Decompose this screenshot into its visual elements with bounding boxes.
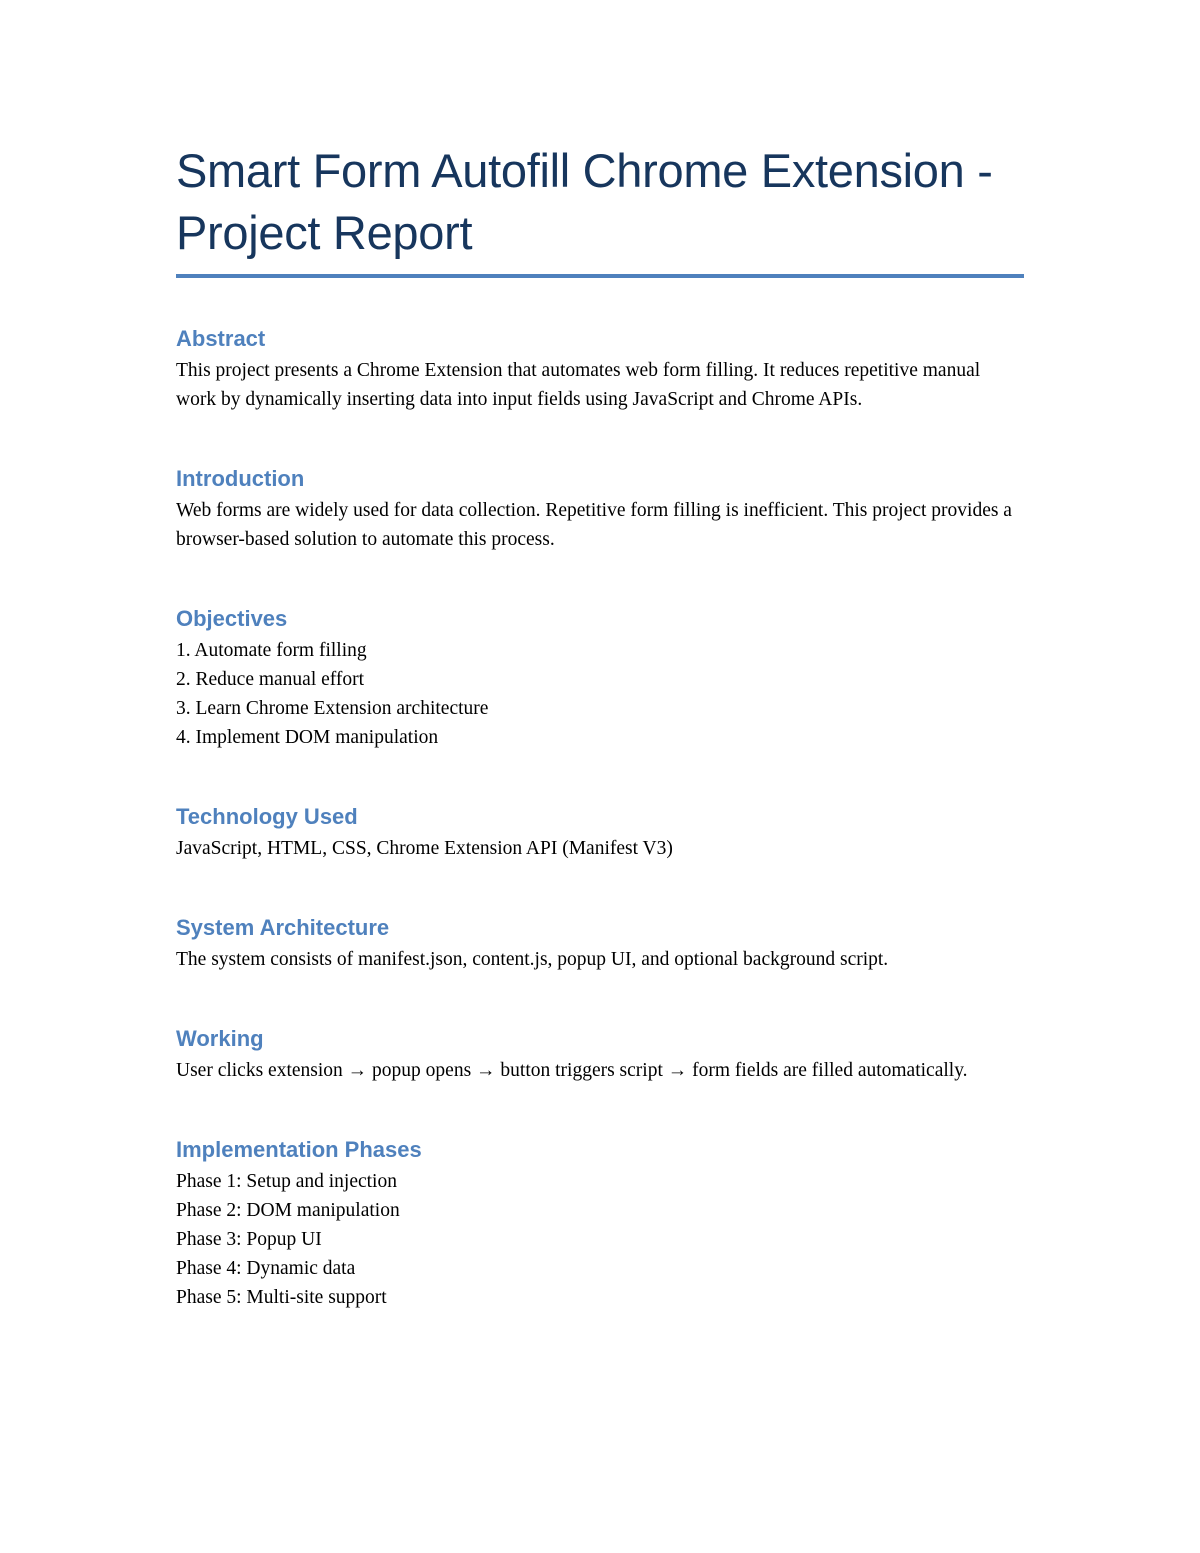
architecture-text: The system consists of manifest.json, content.js, popup UI, and optional background script. — [176, 949, 889, 970]
phase-item: Phase 5: Multi-site support — [176, 1287, 387, 1308]
section-heading-working: Working — [176, 1026, 264, 1051]
section-heading-abstract: Abstract — [176, 326, 266, 351]
section-abstract — [176, 324, 1024, 414]
section-heading-objectives: Objectives — [176, 606, 288, 631]
objective-item: 1. Automate form filling — [176, 640, 367, 661]
section-implementation-phases — [176, 1135, 1024, 1312]
introduction-text: Web forms are widely used for data collection. Repetitive form filling is inefficient. This project provides a browser-based solution to automate this process. — [176, 500, 1012, 550]
objective-item: 3. Learn Chrome Extension architecture — [176, 698, 489, 719]
section-objectives — [176, 604, 1024, 752]
section-heading-introduction: Introduction — [176, 466, 305, 491]
section-system-architecture — [176, 913, 1024, 974]
objective-item: 4. Implement DOM manipulation — [176, 727, 439, 748]
phase-item: Phase 3: Popup UI — [176, 1229, 322, 1250]
phase-item: Phase 2: DOM manipulation — [176, 1200, 400, 1221]
abstract-text: This project presents a Chrome Extension that automates web form filling. It reduces repetitive manual work by dynamically inserting data into input fields using JavaScript and Chrome APIs. — [176, 360, 981, 410]
phase-item: Phase 1: Setup and injection — [176, 1171, 397, 1192]
section-working — [176, 1024, 1024, 1085]
section-introduction — [176, 464, 1024, 554]
section-heading-phases: Implementation Phases — [176, 1137, 422, 1162]
section-technology-used — [176, 802, 1024, 863]
document-page — [176, 140, 1024, 1312]
section-heading-technology: Technology Used — [176, 804, 358, 829]
technology-text: JavaScript, HTML, CSS, Chrome Extension API (Manifest V3) — [176, 838, 673, 859]
section-heading-architecture: System Architecture — [176, 915, 390, 940]
title-underline-rule — [176, 274, 1024, 278]
objective-item: 2. Reduce manual effort — [176, 669, 365, 690]
document-title: Smart Form Autofill Chrome Extension - Project Report — [176, 144, 993, 259]
working-text: User clicks extension → popup opens → button triggers script → form fields are filled automatically. — [176, 1060, 968, 1081]
phase-item: Phase 4: Dynamic data — [176, 1258, 356, 1279]
